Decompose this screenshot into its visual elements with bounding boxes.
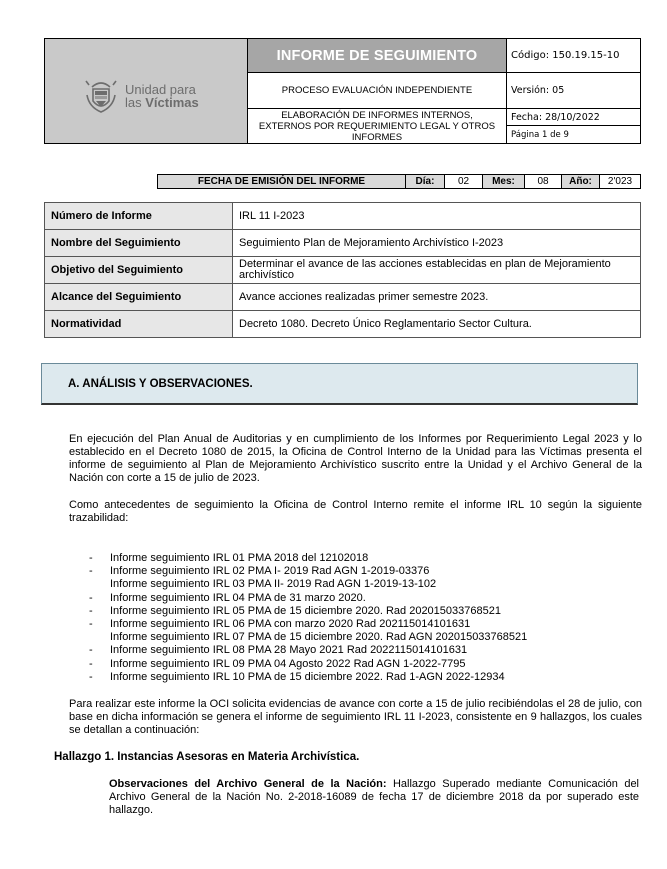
month-value: 08 — [525, 175, 562, 188]
year-value: 2'023 — [607, 176, 633, 187]
document-date: Fecha: 28/10/2022 — [507, 109, 640, 126]
methodology-paragraph: Para realizar este informe la OCI solicita evidencias de avance con corte a 15 de julio recibiéndolas el 28 de julio, con base en dicha información se genera el informe de seguimiento IRL 11 I-2023, consistente en 9 hallazgos, los cuales se detallan a continuación: — [69, 698, 642, 736]
info-value: Determinar el avance de las acciones establecidas en plan de Mejoramiento archivístico — [233, 257, 641, 284]
document-version: Versión: 05 — [507, 73, 640, 109]
table-row — [45, 230, 641, 257]
observation-text: Hallazgo Superado mediante Comunicación del Archivo General de la Nación No. 2-2018-16089 de fecha 17 de diciembre 2018 da por superado este hallazgo. — [109, 778, 640, 816]
info-value: IRL 11 I-2023 — [233, 203, 641, 230]
list-item: - Informe seguimiento IRL 10 PMA de 15 diciembre 2022. Rad 1-AGN 2022-12934 — [89, 671, 527, 684]
background-paragraph: Como antecedentes de seguimiento la Oficina de Control Interno remite el informe IRL 10 según la siguiente trazabilidad: — [69, 499, 642, 524]
info-key: Nombre del Seguimiento — [45, 230, 233, 257]
list-item: - Informe seguimiento IRL 09 PMA 04 Agosto 2022 Rad AGN 1-2022-7795 — [89, 658, 527, 671]
list-item: Informe seguimiento IRL 03 PMA II- 2019 Rad AGN 1-2019-13-102 — [110, 578, 437, 591]
list-item: - Informe seguimiento IRL 05 PMA de 15 diciembre 2020. Rad 202015033768521 — [89, 605, 527, 618]
year-label: Año: — [562, 175, 600, 188]
document-title: INFORME DE SEGUIMIENTO — [248, 39, 507, 73]
section-heading: A. ANÁLISIS Y OBSERVACIONES. — [41, 363, 638, 405]
process-name: PROCESO EVALUACIÓN INDEPENDIENTE — [248, 73, 507, 109]
info-value: Decreto 1080. Decreto Único Reglamentario Sector Cultura. — [233, 311, 641, 338]
elaboration-type: ELABORACIÓN DE INFORMES INTERNOS, EXTERNOS POR REQUERIMIENTO LEGAL Y OTROS INFORMES — [248, 109, 507, 143]
list-item: - Informe seguimiento IRL 06 PMA con marzo 2020 Rad 202115014101631 — [89, 618, 527, 631]
month-label: Mes: — [483, 175, 525, 188]
list-item: - Informe seguimiento IRL 02 PMA I- 2019 Rad AGN 1-2019-03376 — [89, 565, 527, 578]
coat-of-arms-icon — [83, 77, 119, 115]
report-info-table — [44, 202, 641, 338]
list-item: Informe seguimiento IRL 07 PMA de 15 diciembre 2020. Rad AGN 202015033768521 — [110, 631, 528, 644]
list-item: - Informe seguimiento IRL 08 PMA 28 Mayo 2021 Rad 2022115014101631 — [89, 644, 527, 657]
info-key: Normatividad — [45, 311, 233, 338]
observation-label: Observaciones del Archivo General de la Nación: — [109, 778, 387, 790]
table-row — [45, 203, 641, 230]
emission-date-row — [157, 174, 641, 189]
document-code: Código: 150.19.15-10 — [507, 39, 640, 73]
list-item: - Informe seguimiento IRL 04 PMA de 31 marzo 2020. — [89, 592, 527, 605]
table-row — [45, 257, 641, 284]
day-label: Día: — [406, 175, 445, 188]
page-number: Página 1 de 9 — [511, 129, 569, 140]
table-row — [45, 311, 641, 338]
logo-line-1: Unidad para — [125, 82, 196, 97]
info-key: Número de Informe — [45, 203, 233, 230]
list-item: - Informe seguimiento IRL 01 PMA 2018 del 12102018 — [89, 552, 527, 565]
info-key: Objetivo del Seguimiento — [45, 257, 233, 284]
info-value: Seguimiento Plan de Mejoramiento Archivístico I-2023 — [233, 230, 641, 257]
intro-paragraph: En ejecución del Plan Anual de Auditorias y en cumplimiento de los Informes por Requerimiento Legal 2023 y lo establecido en el Decreto 1080 de 2015, la Oficina de Control Interno de la Unidad para las Víctimas presenta el informe de seguimiento al Plan de Mejoramiento Archivístico suscrito entre la Unidad y el Archivo General de la Nación con corte a 15 de julio de 2023. — [69, 433, 642, 484]
info-value: Avance acciones realizadas primer semestre 2023. — [233, 284, 641, 311]
logo-line-2: las Víctimas — [125, 95, 199, 110]
logo-cell — [45, 39, 248, 143]
unidad-victimas-logo — [83, 77, 199, 115]
finding-title: Hallazgo 1. Instancias Asesoras en Materia Archivística. — [54, 751, 360, 763]
table-row — [45, 284, 641, 311]
document-header — [44, 38, 641, 144]
day-value: 02 — [445, 175, 483, 188]
emission-date-label: FECHA DE EMISIÓN DEL INFORME — [158, 175, 406, 188]
reports-list — [89, 552, 527, 684]
finding-observation — [109, 778, 639, 817]
logo-wordmark — [125, 83, 199, 109]
info-key: Alcance del Seguimiento — [45, 284, 233, 311]
